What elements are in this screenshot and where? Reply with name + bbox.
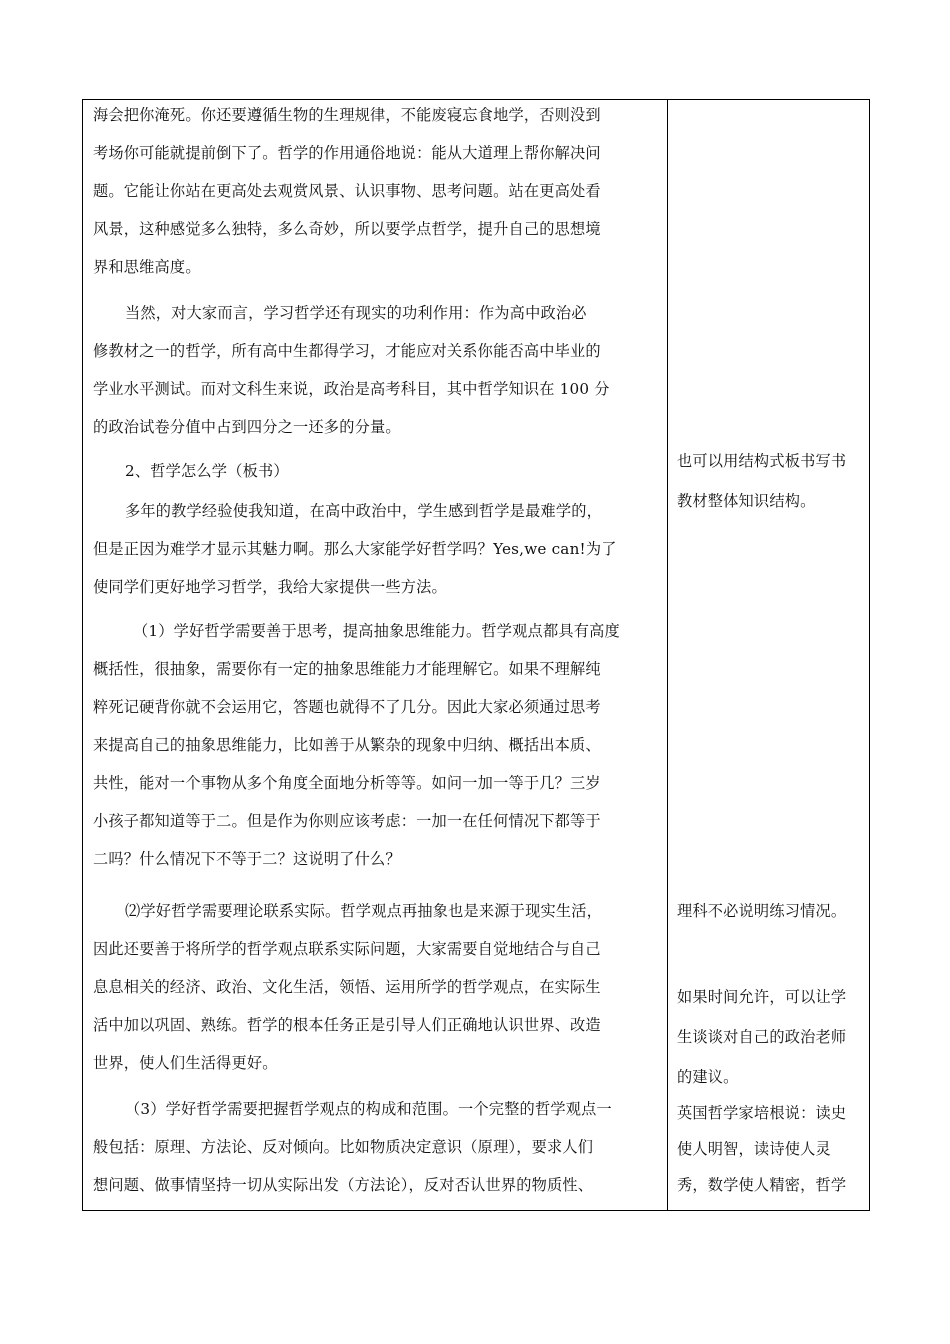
main-line: （3）学好哲学需要把握哲学观点的构成和范围。一个完整的哲学观点一 [125,1100,612,1118]
main-line: 的政治试卷分值中占到四分之一还多的分量。 [93,418,401,436]
note-line: 的建议。 [677,1068,739,1086]
note-line: 教材整体知识结构。 [677,492,816,510]
main-line: 二吗？什么情况下不等于二？这说明了什么？ [93,850,401,868]
main-line: 共性，能对一个事物从多个角度全面地分析等等。如问一加一等于几？三岁 [93,774,601,792]
main-line: 2、哲学怎么学（板书） [125,462,289,480]
main-line: 粹死记硬背你就不会运用它，答题也就得不了几分。因此大家必须通过思考 [93,698,601,716]
main-line: ⑵学好哲学需要理论联系实际。哲学观点再抽象也是来源于现实生活， [125,902,603,920]
lesson-table [82,99,870,1211]
main-line: 多年的教学经验使我知道，在高中政治中，学生感到哲学是最难学的， [125,502,603,520]
note-line: 理科不必说明练习情况。 [677,902,847,920]
column-divider [667,100,668,1210]
main-line: 息息相关的经济、政治、文化生活，领悟、运用所学的哲学观点，在实际生 [93,978,601,996]
main-line: 界和思维高度。 [93,258,201,276]
main-line: 但是正因为难学才显示其魅力啊。那么大家能学好哲学吗？Yes,we can!为了 [93,540,617,558]
main-line: 海会把你淹死。你还要遵循生物的生理规律，不能废寝忘食地学，否则没到 [93,106,601,124]
main-line: 因此还要善于将所学的哲学观点联系实际问题，大家需要自觉地结合与自己 [93,940,601,958]
main-line: 风景，这种感觉多么独特，多么奇妙，所以要学点哲学，提升自己的思想境 [93,220,601,238]
note-line: 秀，数学使人精密，哲学 [677,1176,847,1194]
main-line: 使同学们更好地学习哲学，我给大家提供一些方法。 [93,578,447,596]
main-line: （1）学好哲学需要善于思考，提高抽象思维能力。哲学观点都具有高度 [133,622,620,640]
main-line: 想问题、做事情坚持一切从实际出发（方法论），反对否认世界的物质性、 [93,1176,594,1194]
note-line: 生谈谈对自己的政治老师 [677,1028,847,1046]
main-line: 考场你可能就提前倒下了。哲学的作用通俗地说：能从大道理上帮你解决问 [93,144,601,162]
main-line: 来提高自己的抽象思维能力，比如善于从繁杂的现象中归纳、概括出本质、 [93,736,601,754]
main-line: 当然，对大家而言，学习哲学还有现实的功利作用：作为高中政治必 [125,304,587,322]
main-line: 修教材之一的哲学，所有高中生都得学习，才能应对关系你能否高中毕业的 [93,342,601,360]
main-line: 学业水平测试。而对文科生来说，政治是高考科目，其中哲学知识在 100 分 [93,380,610,398]
main-line: 概括性，很抽象，需要你有一定的抽象思维能力才能理解它。如果不理解纯 [93,660,601,678]
main-line: 小孩子都知道等于二。但是作为你则应该考虑：一加一在任何情况下都等于 [93,812,601,830]
note-line: 也可以用结构式板书写书 [677,452,847,470]
main-line: 活中加以巩固、熟练。哲学的根本任务正是引导人们正确地认识世界、改造 [93,1016,601,1034]
note-line: 如果时间允许，可以让学 [677,988,847,1006]
main-line: 般包括：原理、方法论、反对倾向。比如物质决定意识（原理），要求人们 [93,1138,594,1156]
main-line: 题。它能让你站在更高处去观赏风景、认识事物、思考问题。站在更高处看 [93,182,601,200]
note-line: 英国哲学家培根说：读史 [677,1104,847,1122]
main-line: 世界，使人们生活得更好。 [93,1054,278,1072]
note-line: 使人明智，读诗使人灵 [677,1140,831,1158]
